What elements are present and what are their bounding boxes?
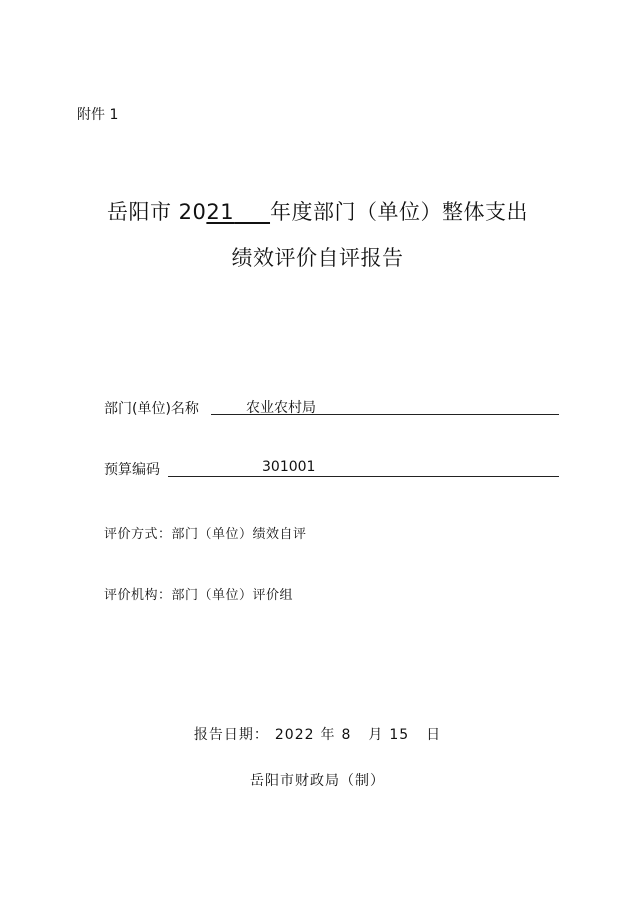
attachment-label: 附件 1 — [77, 107, 119, 123]
title-prefix: 岳阳市 20 — [106, 200, 207, 224]
report-date: 报告日期： 2022 年 8 月 15 日 — [193, 727, 442, 743]
evaluation-org: 评价机构：部门（单位）评价组 — [104, 588, 294, 603]
date-day: 15 — [389, 727, 410, 743]
date-label: 报告日期： — [193, 727, 269, 743]
date-month: 8 — [341, 727, 352, 743]
budget-code-value: 301001 — [262, 459, 316, 475]
report-title-line1 — [0, 196, 635, 226]
report-title-line2: 绩效评价自评报告 — [231, 246, 404, 270]
title-year-fill: 21 — [206, 200, 235, 224]
title-suffix: 年度部门（单位）整体支出 — [270, 200, 529, 224]
dept-name-value: 农业农村局 — [246, 400, 316, 416]
issuer: 岳阳市财政局（制） — [250, 773, 385, 789]
budget-code-underline — [168, 476, 559, 477]
date-year: 2022 — [274, 727, 315, 743]
dept-name-label: 部门(单位)名称 — [104, 401, 199, 417]
budget-code-label: 预算编码 — [104, 462, 160, 478]
evaluation-method: 评价方式：部门（单位）绩效自评 — [104, 527, 307, 542]
